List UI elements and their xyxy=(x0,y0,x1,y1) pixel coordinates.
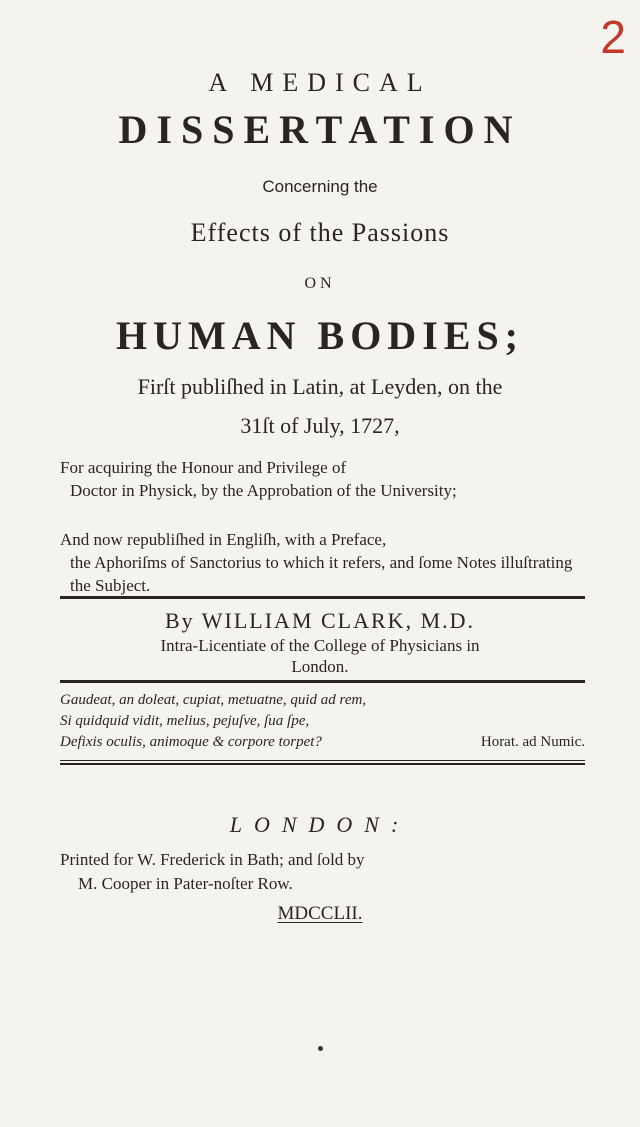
epigraph-line: Defixis oculis, animoque & corpore torpet? xyxy=(60,734,322,750)
divider-rule xyxy=(60,596,585,599)
republished-first-line: And now republiſhed in Engliſh, with a Preface, xyxy=(60,530,387,549)
author-byline: By WILLIAM CLARK, M.D. xyxy=(164,608,476,633)
epigraph-line: Gaudeat, an doleat, cupiat, metuatne, quid ad rem, xyxy=(60,692,367,708)
publication-date: 31ſt of July, 1727, xyxy=(240,413,400,438)
of-the-words: of the xyxy=(278,218,345,247)
first-published-line: Firſt publiſhed in Latin, at Leyden, on the xyxy=(137,374,503,399)
purpose-first-line: For acquiring the Honour and Privilege of xyxy=(60,458,347,477)
imprint-place: LONDON: xyxy=(229,812,411,837)
purpose-paragraph xyxy=(60,456,585,502)
divider-rule xyxy=(60,680,585,683)
epigraph xyxy=(60,690,585,753)
title-line-dissertation: DISSERTATION xyxy=(118,107,522,152)
purpose-rest: Doctor in Physick, by the Approbation of the University; xyxy=(70,481,457,500)
effects-word: Effects xyxy=(190,218,271,247)
divider-rule xyxy=(60,760,585,765)
author-title: Intra-Licentiate of the College of Physicians in xyxy=(160,636,480,655)
epigraph-attribution: Horat. ad Numic. xyxy=(480,734,585,750)
republished-paragraph xyxy=(60,528,585,597)
title-line-medical: A MEDICAL xyxy=(208,68,432,97)
author-city: London. xyxy=(291,657,349,676)
passions-word: Passions xyxy=(351,218,450,247)
title-line-effects xyxy=(0,218,640,248)
epigraph-line: Si quidquid vidit, melius, pejuſve, ſua ſpe, xyxy=(60,713,310,729)
title-line-concerning: Concerning the xyxy=(262,177,378,196)
imprint-block xyxy=(60,848,585,896)
imprint-rest: M. Cooper in Pater-noſter Row. xyxy=(78,874,293,893)
imprint-year: MDCCLII. xyxy=(277,903,363,924)
title-line-human-bodies: HUMAN BODIES; xyxy=(115,313,525,358)
paper-speck xyxy=(318,1046,323,1051)
imprint-first-line: Printed for W. Frederick in Bath; and ſold by xyxy=(60,850,365,869)
page-number-annotation: 2 xyxy=(600,11,626,63)
republished-rest: the Aphoriſms of Sanctorius to which it refers, and ſome Notes illuſtrating the Subject. xyxy=(70,553,573,595)
title-line-on: ON xyxy=(304,275,336,292)
